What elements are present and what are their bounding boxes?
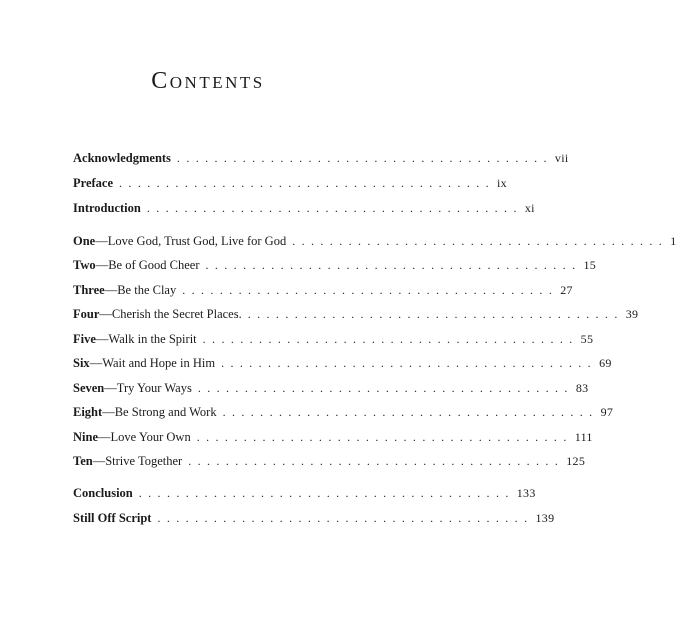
toc-entry[interactable] [73,281,573,299]
toc-entry[interactable] [73,305,639,323]
page-title: Contents [151,68,265,94]
toc-page-number: 1 [670,234,677,248]
toc-leader-dots: ........................................ [176,151,553,165]
toc-leader-dots: ........................................ [119,176,496,190]
toc-page-number: 15 [583,258,597,272]
toc-leader-dots: ........................................ [205,258,582,272]
toc-page-number: 27 [560,283,573,297]
toc-leader-dots: ........................................ [188,454,565,468]
toc-leader-dots: ........................................ [197,381,574,395]
toc-page-number: 111 [574,430,593,444]
toc-entry-heading: Conclusion [73,486,133,500]
toc-page-number: 139 [535,511,555,525]
toc-leader-dots: ........................................ [202,332,579,346]
toc-entry-heading: Preface [73,176,114,190]
toc-entry[interactable] [73,428,593,446]
toc-entry-title: —Wait and Hope in Him [89,356,216,370]
toc-entry[interactable] [73,149,569,167]
toc-page-number: 39 [625,307,639,321]
toc-entry-heading: One [73,234,96,248]
toc-page-number: 125 [566,454,586,468]
toc-entry[interactable] [73,403,614,421]
toc-entry-title: —Be Strong and Work [102,405,217,419]
toc-page-number: vii [554,151,569,165]
toc-entry-heading: Two [73,258,96,272]
toc-leader-dots: ........................................ [157,511,534,525]
toc-entry[interactable] [73,174,507,192]
toc-leader-dots: ........................................ [182,283,559,297]
toc-page-number: ix [497,176,507,190]
toc-entry-title: —Love Your Own [98,430,191,444]
toc-entry-title: —Strive Together [92,454,183,468]
toc-entry-title: —Cherish the Secret Places. [99,307,242,321]
toc-entry-title: —Walk in the Spirit [95,332,197,346]
toc-leader-dots: ........................................ [222,405,599,419]
toc-entry-heading: Still Off Script [73,511,152,525]
toc-entry[interactable] [73,256,597,274]
toc-leader-dots: ........................................ [292,234,669,248]
toc-entry-heading: Introduction [73,201,141,215]
toc-page-number: 97 [600,405,614,419]
toc-entry-heading: Nine [73,430,98,444]
toc-entry-heading: Six [73,356,90,370]
toc-entry[interactable] [73,452,586,470]
toc-leader-dots: ........................................ [221,356,598,370]
toc-leader-dots: ........................................ [196,430,573,444]
toc-entry[interactable] [73,509,555,527]
toc-entry[interactable] [73,484,536,502]
toc-entry[interactable] [73,199,535,217]
toc-entry-heading: Four [73,307,100,321]
toc-page-number: xi [524,201,535,215]
toc-page-number: 69 [599,356,612,370]
toc-entry-heading: Acknowledgments [73,151,171,165]
toc-entry-title: —Love God, Trust God, Live for God [95,234,287,248]
toc-entry[interactable] [73,232,677,250]
toc-page-number: 55 [580,332,594,346]
toc-page-number: 83 [575,381,589,395]
toc-entry[interactable] [73,379,589,397]
toc-entry-heading: Ten [73,454,93,468]
toc-entry-title: —Be of Good Cheer [95,258,200,272]
toc-entry-title: —Try Your Ways [104,381,192,395]
toc-leader-dots: ........................................ [146,201,523,215]
toc-entry-heading: Seven [73,381,105,395]
toc-entry-heading: Five [73,332,96,346]
toc-leader-dots: ........................................ [138,486,515,500]
toc-entry-heading: Eight [73,405,103,419]
toc-entry[interactable] [73,354,612,372]
toc-entry[interactable] [73,330,594,348]
toc-leader-dots: ........................................ [247,307,624,321]
toc-entry-title: —Be the Clay [104,283,177,297]
toc-page-number: 133 [516,486,536,500]
toc-entry-heading: Three [73,283,105,297]
